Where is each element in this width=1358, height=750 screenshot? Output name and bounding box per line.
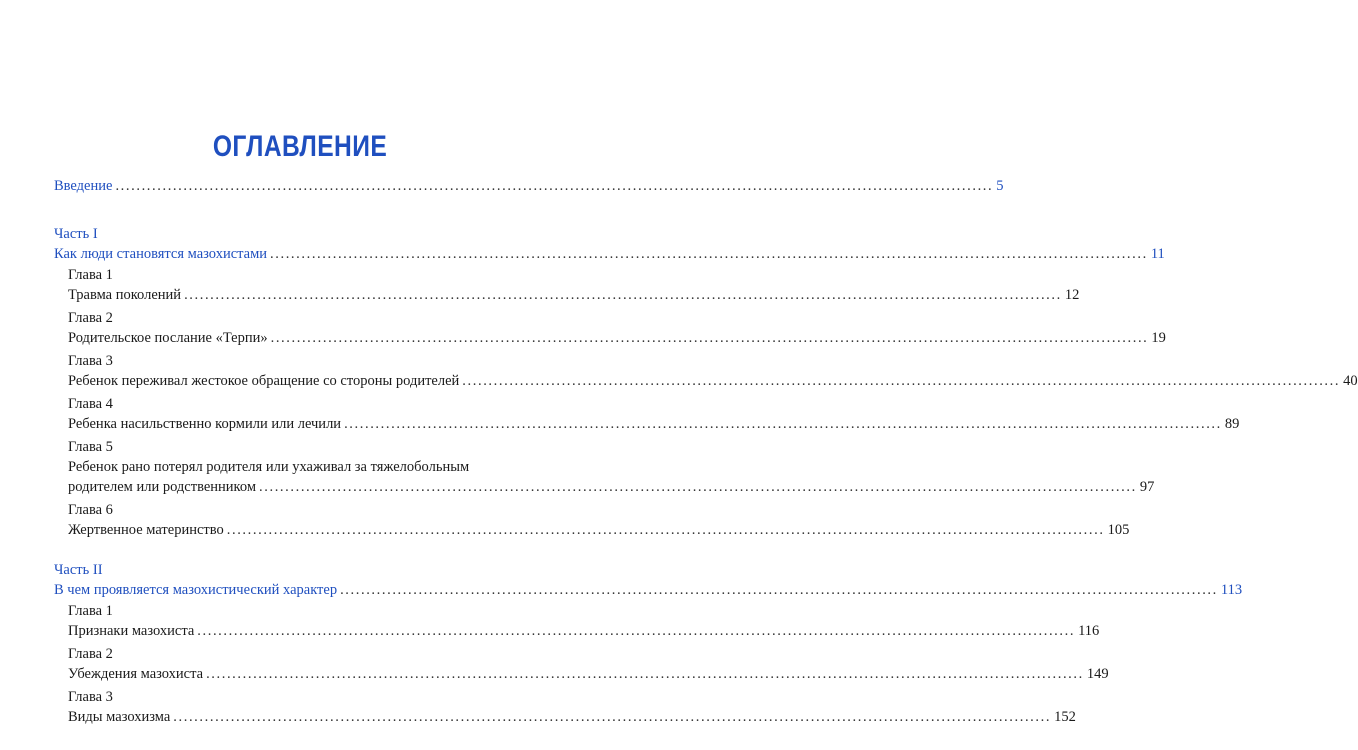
toc-entry-title: Травма поколений xyxy=(68,287,182,303)
toc-page-number: 116 xyxy=(1078,623,1100,639)
toc-entry-title-line2: родителем или родственником xyxy=(68,479,257,495)
toc-page-number: 11 xyxy=(1150,246,1165,262)
toc-entry-intro[interactable] xyxy=(54,176,1004,196)
toc-entry-chapter[interactable] xyxy=(68,371,1358,391)
chapter-label: Глава 6 xyxy=(68,502,113,518)
toc-leader-dots: ........................................................................................................................................................................ xyxy=(197,623,1076,639)
toc-leader-dots: ........................................................................................................................................................................ xyxy=(340,582,1218,598)
toc-page-number: 97 xyxy=(1139,479,1155,495)
toc-entry-part-2[interactable] xyxy=(54,580,1243,600)
toc-leader-dots: ........................................................................................................................................................................ xyxy=(115,178,994,194)
toc-leader-dots: ........................................................................................................................................................................ xyxy=(226,522,1105,538)
chapter-label: Глава 2 xyxy=(68,310,113,326)
toc-entry-chapter[interactable] xyxy=(68,520,1130,540)
toc-page-number: 105 xyxy=(1107,522,1130,538)
part-1-chapters xyxy=(54,265,1358,540)
toc-entry-chapter[interactable] xyxy=(68,664,1109,684)
toc-entry-title: Виды мазохизма xyxy=(68,709,171,725)
toc-leader-dots: ........................................................................................................................................................................ xyxy=(344,416,1222,432)
chapter-label: Глава 3 xyxy=(68,689,113,705)
toc-leader-dots: ........................................................................................................................................................................ xyxy=(259,479,1137,495)
toc-page-number: 149 xyxy=(1086,666,1109,682)
chapter-label: Глава 5 xyxy=(68,439,113,455)
toc-entry-title: Родительское послание «Терпи» xyxy=(68,330,268,346)
table-of-contents xyxy=(54,176,1358,727)
toc-entry-chapter[interactable] xyxy=(68,621,1100,641)
chapter-label: Глава 3 xyxy=(68,353,113,369)
toc-entry-title-line1[interactable]: Ребенок рано потерял родителя или ухаживал за тяжелобольным xyxy=(68,459,470,475)
toc-leader-dots: ........................................................................................................................................................................ xyxy=(270,246,1148,262)
toc-entry-title: Как люди становятся мазохистами xyxy=(54,246,268,262)
toc-leader-dots: ........................................................................................................................................................................ xyxy=(462,373,1341,389)
toc-entry-title: Введение xyxy=(54,178,113,194)
toc-leader-dots: ........................................................................................................................................................................ xyxy=(206,666,1084,682)
toc-page-number: 152 xyxy=(1054,709,1076,725)
toc-entry-chapter[interactable] xyxy=(68,328,1166,348)
toc-entry-chapter[interactable] xyxy=(68,707,1076,727)
part-label: Часть II xyxy=(54,562,103,578)
toc-entry-chapter[interactable] xyxy=(68,477,1155,497)
chapter-label: Глава 4 xyxy=(68,396,113,412)
part-label: Часть I xyxy=(54,226,98,242)
toc-page-number: 113 xyxy=(1220,582,1243,598)
toc-entry-title: Жертвенное материнство xyxy=(68,522,224,538)
toc-entry-title: Признаки мазохиста xyxy=(68,623,195,639)
toc-entry-chapter[interactable] xyxy=(68,414,1240,434)
toc-page-number: 12 xyxy=(1064,287,1080,303)
toc-page-number: 5 xyxy=(996,178,1004,194)
toc-page-number: 40 xyxy=(1343,373,1358,389)
toc-entry-title: Убеждения мазохиста xyxy=(68,666,204,682)
part-2-chapters xyxy=(54,601,1109,727)
chapter-label: Глава 1 xyxy=(68,267,113,283)
toc-page-number: 19 xyxy=(1151,330,1166,346)
toc-entry-title: В чем проявляется мазохистический характер xyxy=(54,582,338,598)
page-title: ОГЛАВЛЕНИЕ xyxy=(212,130,388,163)
toc-page-number: 89 xyxy=(1224,416,1240,432)
toc-leader-dots: ........................................................................................................................................................................ xyxy=(270,330,1149,346)
toc-entry-title: Ребенка насильственно кормили или лечили xyxy=(68,416,342,432)
chapter-label: Глава 1 xyxy=(68,603,113,619)
chapter-label: Глава 2 xyxy=(68,646,113,662)
toc-leader-dots: ........................................................................................................................................................................ xyxy=(173,709,1052,725)
toc-entry-part-1[interactable] xyxy=(54,244,1165,264)
toc-leader-dots: ........................................................................................................................................................................ xyxy=(184,287,1062,303)
toc-entry-title: Ребенок переживал жестокое обращение со стороны родителей xyxy=(68,373,460,389)
toc-entry-chapter[interactable] xyxy=(68,285,1080,305)
